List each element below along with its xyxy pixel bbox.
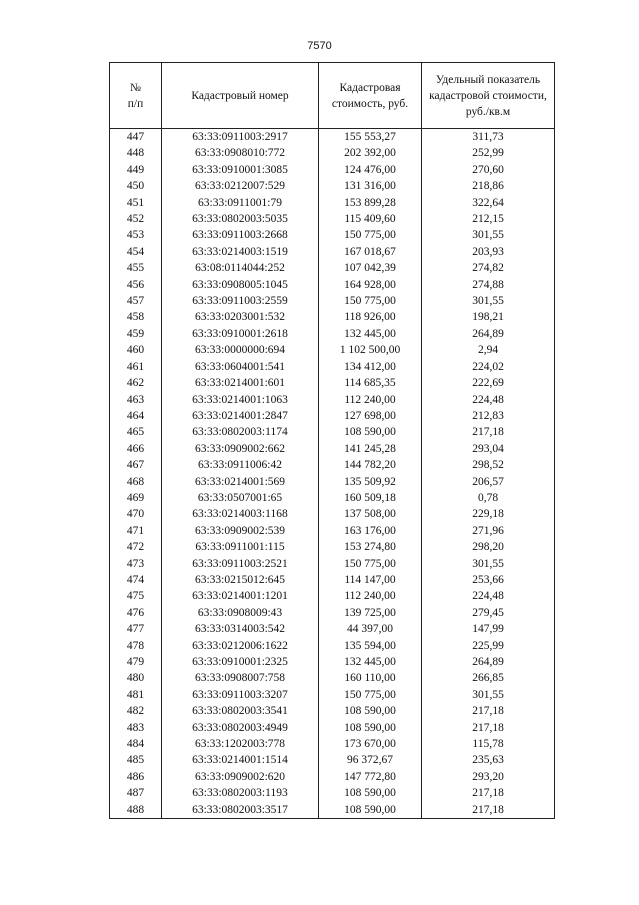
cell-cadastral-value: 164 928,00	[319, 277, 422, 293]
cell-index: 488	[110, 802, 162, 819]
cell-specific-value: 198,21	[422, 309, 555, 325]
cell-cadastral-value: 155 553,27	[319, 129, 422, 146]
cell-index: 476	[110, 605, 162, 621]
cell-cadastral-value: 108 590,00	[319, 720, 422, 736]
cell-specific-value: 224,02	[422, 359, 555, 375]
cell-cadastral-number: 63:33:0911003:3207	[162, 687, 319, 703]
cell-cadastral-value: 135 594,00	[319, 638, 422, 654]
cell-index: 453	[110, 227, 162, 243]
table-row	[110, 375, 555, 391]
table-row	[110, 408, 555, 424]
cell-index: 462	[110, 375, 162, 391]
cell-cadastral-number: 63:33:0911001:79	[162, 195, 319, 211]
cell-specific-value: 225,99	[422, 638, 555, 654]
cell-specific-value: 147,99	[422, 621, 555, 637]
cell-cadastral-number: 63:33:0604001:541	[162, 359, 319, 375]
cell-cadastral-value: 144 782,20	[319, 457, 422, 473]
cell-specific-value: 301,55	[422, 687, 555, 703]
cell-specific-value: 0,78	[422, 490, 555, 506]
cell-cadastral-value: 124 476,00	[319, 162, 422, 178]
cell-cadastral-number: 63:33:0911003:2917	[162, 129, 319, 146]
cell-cadastral-number: 63:33:0802003:3517	[162, 802, 319, 819]
cell-cadastral-value: 135 509,92	[319, 474, 422, 490]
cell-cadastral-number: 63:33:0214001:2847	[162, 408, 319, 424]
cell-cadastral-value: 132 445,00	[319, 326, 422, 342]
table-row	[110, 638, 555, 654]
cell-cadastral-number: 63:33:0214001:1201	[162, 588, 319, 604]
cell-cadastral-number: 63:33:0910001:2325	[162, 654, 319, 670]
cell-specific-value: 2,94	[422, 342, 555, 358]
cell-cadastral-value: 141 245,28	[319, 441, 422, 457]
table-row	[110, 227, 555, 243]
cell-index: 461	[110, 359, 162, 375]
cell-specific-value: 311,73	[422, 129, 555, 146]
cell-index: 471	[110, 523, 162, 539]
cell-specific-value: 217,18	[422, 424, 555, 440]
cell-specific-value: 298,20	[422, 539, 555, 555]
cell-specific-value: 271,96	[422, 523, 555, 539]
cell-specific-value: 212,83	[422, 408, 555, 424]
cell-specific-value: 229,18	[422, 506, 555, 522]
cell-specific-value: 222,69	[422, 375, 555, 391]
cell-index: 448	[110, 145, 162, 161]
table-row	[110, 506, 555, 522]
cell-index: 455	[110, 260, 162, 276]
cell-index: 464	[110, 408, 162, 424]
cell-cadastral-number: 63:33:0000000:694	[162, 342, 319, 358]
cell-index: 480	[110, 670, 162, 686]
table-row	[110, 178, 555, 194]
cell-cadastral-value: 163 176,00	[319, 523, 422, 539]
cell-specific-value: 253,66	[422, 572, 555, 588]
cell-cadastral-value: 114 685,35	[319, 375, 422, 391]
cell-specific-value: 264,89	[422, 326, 555, 342]
cell-index: 466	[110, 441, 162, 457]
cell-cadastral-number: 63:33:0908007:758	[162, 670, 319, 686]
cell-cadastral-number: 63:33:0215012:645	[162, 572, 319, 588]
cell-cadastral-value: 108 590,00	[319, 802, 422, 819]
cell-index: 449	[110, 162, 162, 178]
cell-cadastral-value: 160 110,00	[319, 670, 422, 686]
cell-cadastral-value: 137 508,00	[319, 506, 422, 522]
cell-cadastral-value: 107 042,39	[319, 260, 422, 276]
table-row	[110, 457, 555, 473]
cell-specific-value: 322,64	[422, 195, 555, 211]
cell-index: 470	[110, 506, 162, 522]
table-row	[110, 145, 555, 161]
table-row	[110, 572, 555, 588]
table-row	[110, 687, 555, 703]
cell-specific-value: 217,18	[422, 720, 555, 736]
cell-cadastral-value: 96 372,67	[319, 752, 422, 768]
table-row	[110, 785, 555, 801]
table-row	[110, 752, 555, 768]
table-row	[110, 342, 555, 358]
cell-cadastral-value: 44 397,00	[319, 621, 422, 637]
cell-specific-value: 293,04	[422, 441, 555, 457]
cell-specific-value: 206,57	[422, 474, 555, 490]
cell-cadastral-value: 153 899,28	[319, 195, 422, 211]
cell-cadastral-number: 63:33:0911003:2668	[162, 227, 319, 243]
table-row	[110, 523, 555, 539]
cell-index: 482	[110, 703, 162, 719]
cell-cadastral-value: 167 018,67	[319, 244, 422, 260]
table-row	[110, 474, 555, 490]
cell-index: 468	[110, 474, 162, 490]
cell-cadastral-number: 63:33:0802003:1193	[162, 785, 319, 801]
cell-cadastral-number: 63:08:0114044:252	[162, 260, 319, 276]
table-row	[110, 802, 555, 819]
cell-cadastral-value: 114 147,00	[319, 572, 422, 588]
cell-cadastral-number: 63:33:0910001:2618	[162, 326, 319, 342]
cell-index: 469	[110, 490, 162, 506]
cell-cadastral-value: 112 240,00	[319, 392, 422, 408]
cell-index: 485	[110, 752, 162, 768]
cell-index: 467	[110, 457, 162, 473]
table-row	[110, 359, 555, 375]
cell-index: 474	[110, 572, 162, 588]
cell-cadastral-value: 150 775,00	[319, 687, 422, 703]
cell-specific-value: 217,18	[422, 785, 555, 801]
cell-cadastral-number: 63:33:0214003:1519	[162, 244, 319, 260]
cell-specific-value: 270,60	[422, 162, 555, 178]
cell-index: 475	[110, 588, 162, 604]
cell-cadastral-number: 63:33:0802003:5035	[162, 211, 319, 227]
table-row	[110, 260, 555, 276]
cell-cadastral-value: 132 445,00	[319, 654, 422, 670]
cell-cadastral-value: 108 590,00	[319, 785, 422, 801]
cell-specific-value: 203,93	[422, 244, 555, 260]
table-row	[110, 769, 555, 785]
header-cadastral-value: Кадастровая стоимость, руб.	[319, 63, 422, 129]
cell-specific-value: 264,89	[422, 654, 555, 670]
cell-index: 456	[110, 277, 162, 293]
cell-cadastral-value: 112 240,00	[319, 588, 422, 604]
cell-specific-value: 293,20	[422, 769, 555, 785]
cell-index: 457	[110, 293, 162, 309]
cell-index: 477	[110, 621, 162, 637]
cell-cadastral-value: 173 670,00	[319, 736, 422, 752]
table-row	[110, 736, 555, 752]
cell-index: 479	[110, 654, 162, 670]
table-row	[110, 244, 555, 260]
cell-cadastral-number: 63:33:0908009:43	[162, 605, 319, 621]
header-index: № п/п	[110, 63, 162, 129]
cell-index: 487	[110, 785, 162, 801]
table-row	[110, 654, 555, 670]
table-row	[110, 605, 555, 621]
cell-cadastral-number: 63:33:0507001:65	[162, 490, 319, 506]
cell-cadastral-number: 63:33:0203001:532	[162, 309, 319, 325]
cell-specific-value: 224,48	[422, 588, 555, 604]
table-row	[110, 441, 555, 457]
cell-cadastral-number: 63:33:0909002:662	[162, 441, 319, 457]
cell-cadastral-value: 108 590,00	[319, 424, 422, 440]
table-row	[110, 326, 555, 342]
cell-cadastral-number: 63:33:0908005:1045	[162, 277, 319, 293]
cell-cadastral-number: 63:33:0911001:115	[162, 539, 319, 555]
table-row	[110, 539, 555, 555]
table-row	[110, 588, 555, 604]
cell-specific-value: 301,55	[422, 293, 555, 309]
cell-specific-value: 301,55	[422, 227, 555, 243]
cell-cadastral-number: 63:33:0214001:601	[162, 375, 319, 391]
cell-cadastral-number: 63:33:0911003:2521	[162, 556, 319, 572]
cell-cadastral-number: 63:33:1202003:778	[162, 736, 319, 752]
cell-cadastral-value: 131 316,00	[319, 178, 422, 194]
cell-specific-value: 298,52	[422, 457, 555, 473]
table-row	[110, 392, 555, 408]
table-row	[110, 490, 555, 506]
cell-specific-value: 218,86	[422, 178, 555, 194]
cell-cadastral-number: 63:33:0212007:529	[162, 178, 319, 194]
table-header	[110, 63, 555, 129]
cell-cadastral-number: 63:33:0214001:569	[162, 474, 319, 490]
cell-specific-value: 274,82	[422, 260, 555, 276]
cell-index: 465	[110, 424, 162, 440]
cell-cadastral-number: 63:33:0802003:1174	[162, 424, 319, 440]
table-row	[110, 720, 555, 736]
cell-cadastral-number: 63:33:0802003:3541	[162, 703, 319, 719]
cell-cadastral-value: 134 412,00	[319, 359, 422, 375]
cell-specific-value: 224,48	[422, 392, 555, 408]
cell-cadastral-number: 63:33:0911006:42	[162, 457, 319, 473]
table-row	[110, 621, 555, 637]
cell-cadastral-number: 63:33:0910001:3085	[162, 162, 319, 178]
cell-index: 472	[110, 539, 162, 555]
cell-cadastral-number: 63:33:0909002:620	[162, 769, 319, 785]
table-body	[110, 129, 555, 819]
cell-specific-value: 115,78	[422, 736, 555, 752]
cell-cadastral-number: 63:33:0214001:1063	[162, 392, 319, 408]
cell-cadastral-value: 202 392,00	[319, 145, 422, 161]
cell-specific-value: 235,63	[422, 752, 555, 768]
cell-cadastral-value: 160 509,18	[319, 490, 422, 506]
cell-cadastral-value: 153 274,80	[319, 539, 422, 555]
cell-index: 473	[110, 556, 162, 572]
table-row	[110, 424, 555, 440]
cell-cadastral-value: 150 775,00	[319, 556, 422, 572]
cell-cadastral-number: 63:33:0802003:4949	[162, 720, 319, 736]
cell-index: 478	[110, 638, 162, 654]
table-row	[110, 277, 555, 293]
cell-cadastral-number: 63:33:0909002:539	[162, 523, 319, 539]
cell-cadastral-value: 115 409,60	[319, 211, 422, 227]
cell-index: 450	[110, 178, 162, 194]
table-row	[110, 129, 555, 146]
header-specific-value: Удельный показатель кадастровой стоимости, руб./кв.м	[422, 63, 555, 129]
cell-cadastral-number: 63:33:0911003:2559	[162, 293, 319, 309]
cell-cadastral-value: 147 772,80	[319, 769, 422, 785]
cell-cadastral-value: 139 725,00	[319, 605, 422, 621]
header-row	[110, 63, 555, 129]
cell-index: 484	[110, 736, 162, 752]
cell-cadastral-value: 108 590,00	[319, 703, 422, 719]
cell-index: 463	[110, 392, 162, 408]
header-cadastral-number: Кадастровый номер	[162, 63, 319, 129]
cell-index: 458	[110, 309, 162, 325]
table-row	[110, 293, 555, 309]
cell-cadastral-value: 150 775,00	[319, 293, 422, 309]
cell-cadastral-value: 127 698,00	[319, 408, 422, 424]
cell-cadastral-number: 63:33:0212006:1622	[162, 638, 319, 654]
cell-index: 460	[110, 342, 162, 358]
cell-index: 483	[110, 720, 162, 736]
table-row	[110, 211, 555, 227]
cell-cadastral-number: 63:33:0314003:542	[162, 621, 319, 637]
cell-cadastral-value: 150 775,00	[319, 227, 422, 243]
cell-index: 481	[110, 687, 162, 703]
cell-specific-value: 266,85	[422, 670, 555, 686]
cell-index: 451	[110, 195, 162, 211]
cell-cadastral-number: 63:33:0908010:772	[162, 145, 319, 161]
cadastral-table	[109, 62, 555, 819]
cell-cadastral-value: 118 926,00	[319, 309, 422, 325]
cell-specific-value: 279,45	[422, 605, 555, 621]
cell-specific-value: 252,99	[422, 145, 555, 161]
table-row	[110, 670, 555, 686]
table-row	[110, 162, 555, 178]
cell-index: 447	[110, 129, 162, 146]
cell-cadastral-number: 63:33:0214001:1514	[162, 752, 319, 768]
table-row	[110, 309, 555, 325]
cell-cadastral-number: 63:33:0214003:1168	[162, 506, 319, 522]
cell-specific-value: 217,18	[422, 802, 555, 819]
cell-index: 454	[110, 244, 162, 260]
cell-specific-value: 217,18	[422, 703, 555, 719]
cell-specific-value: 212,15	[422, 211, 555, 227]
cell-specific-value: 301,55	[422, 556, 555, 572]
page-number: 7570	[307, 40, 332, 52]
cell-specific-value: 274,88	[422, 277, 555, 293]
cell-index: 459	[110, 326, 162, 342]
table-row	[110, 195, 555, 211]
cell-index: 486	[110, 769, 162, 785]
table-row	[110, 556, 555, 572]
table-row	[110, 703, 555, 719]
cell-cadastral-value: 1 102 500,00	[319, 342, 422, 358]
cell-index: 452	[110, 211, 162, 227]
